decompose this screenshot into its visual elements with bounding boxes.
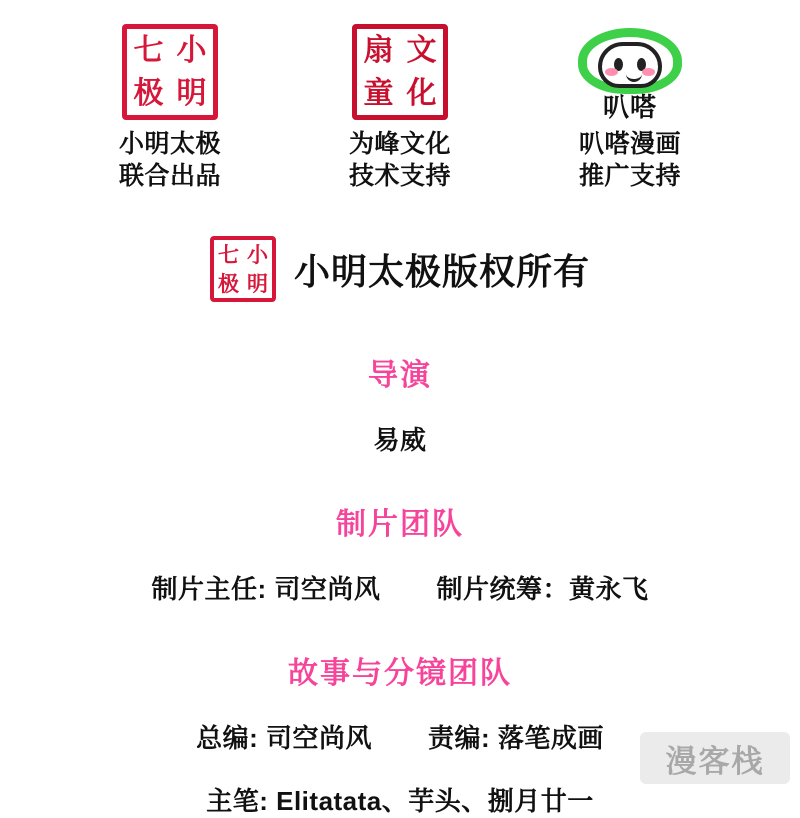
- logo-caption-line2: 技术支持: [348, 162, 451, 190]
- logo-caption: [119, 128, 221, 192]
- mascot-brand-text: 叭嗒: [602, 92, 657, 122]
- mascot-mouth: [626, 70, 642, 82]
- logo-block-xiaoming: [90, 24, 250, 192]
- seal-char: 小: [176, 32, 207, 68]
- credit-production-line: [0, 569, 800, 606]
- credit-story-role1: 总编: 司空尚风: [196, 723, 372, 753]
- watermark: 漫客栈: [640, 732, 790, 784]
- logo-caption-line1: 叭嗒漫画: [578, 130, 681, 158]
- seal-char: 七: [133, 32, 164, 68]
- seal-char: 明: [246, 271, 268, 296]
- mascot-blush-right: [642, 68, 655, 76]
- seal-char: 化: [406, 75, 437, 111]
- credit-heading-director: 导演: [368, 359, 432, 392]
- mascot-face: [598, 42, 662, 88]
- seal-char: 七: [217, 242, 239, 267]
- credit-story-role2: 责编: 落笔成画: [428, 723, 604, 753]
- green-mascot-icon: [570, 24, 690, 120]
- partner-logo-row: [0, 0, 800, 192]
- seal-char: 极: [217, 271, 239, 296]
- logo-block-weifeng: [320, 24, 480, 192]
- seal-char: 文: [406, 32, 437, 68]
- logo-caption-line2: 推广支持: [578, 162, 681, 190]
- logo-block-bada: [550, 24, 710, 192]
- logo-caption-line1: 小明太极: [118, 130, 221, 158]
- logo-caption-line2: 联合出品: [118, 162, 221, 190]
- seal-char: 小: [246, 242, 268, 267]
- credit-director-name: 易威: [373, 425, 427, 455]
- red-seal-stamp-icon: [352, 24, 448, 120]
- credit-heading-production: 制片团队: [336, 508, 464, 541]
- seal-char: 童: [363, 75, 394, 111]
- logo-caption: [579, 128, 681, 192]
- red-seal-stamp-icon: [122, 24, 218, 120]
- copyright-text: 小明太极版权所有: [293, 250, 590, 292]
- credit-production-role1: 制片主任: 司空尚风: [151, 574, 381, 604]
- logo-caption-line1: 为峰文化: [348, 130, 451, 158]
- red-seal-stamp-icon: [210, 236, 276, 302]
- copyright-row: [0, 236, 800, 302]
- credit-heading-story: 故事与分镜团队: [288, 657, 512, 690]
- credit-artists-line: 主笔: Elitatata、芋头、捌月廿一: [206, 786, 594, 816]
- seal-char: 扇: [363, 32, 394, 68]
- logo-caption: [349, 128, 451, 192]
- credit-production-role2: 制片统筹：黄永飞: [436, 574, 649, 604]
- seal-char: 明: [176, 75, 207, 111]
- seal-char: 极: [133, 75, 164, 111]
- mascot-blush-left: [605, 68, 618, 76]
